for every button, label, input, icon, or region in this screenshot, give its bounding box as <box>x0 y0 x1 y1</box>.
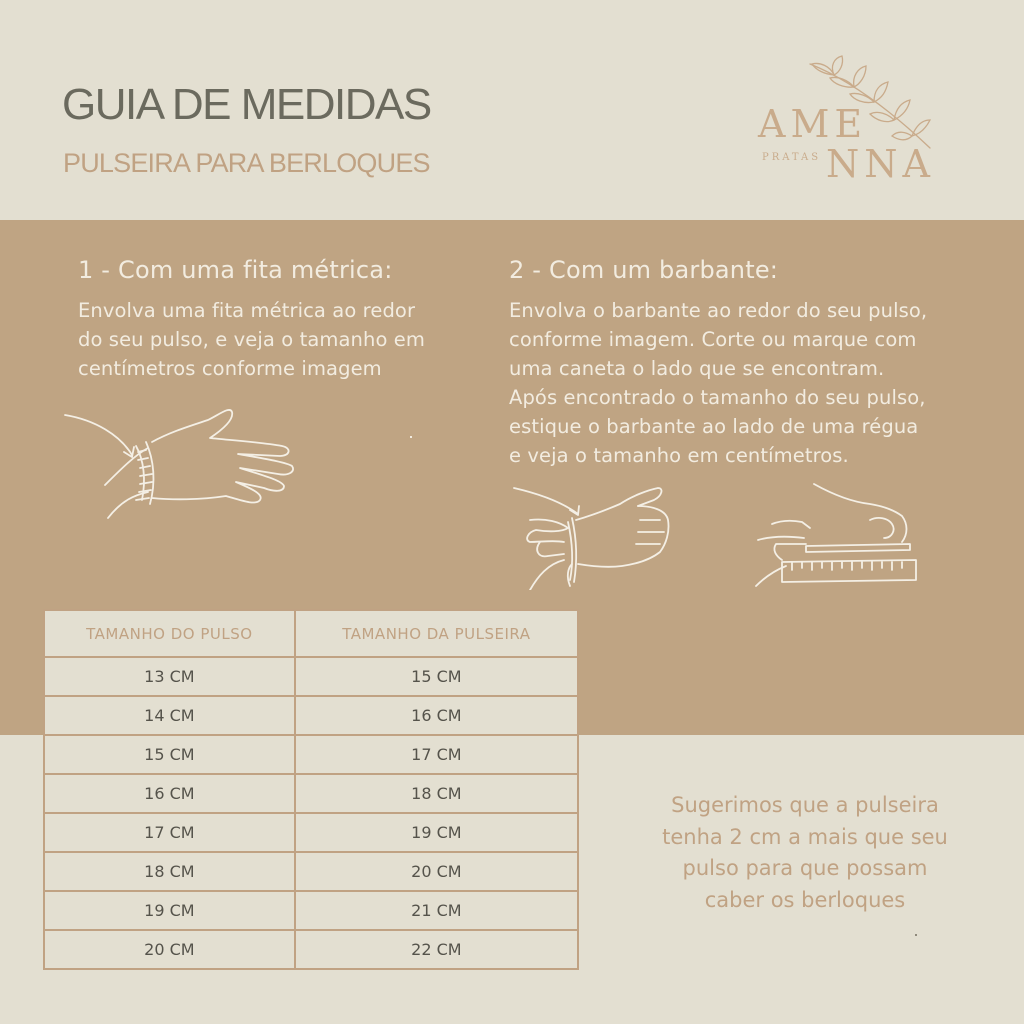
method2-heading: 2 - Com um barbante: <box>509 256 779 284</box>
table-header-row <box>44 610 578 657</box>
wrist-measuring-tape-icon <box>60 400 300 525</box>
column-header-wrist: TAMANHO DO PULSO <box>44 610 295 657</box>
table-row <box>44 930 578 969</box>
wrist-string-icon <box>510 480 680 590</box>
table-row <box>44 774 578 813</box>
decorative-dot <box>915 934 917 936</box>
table-row <box>44 813 578 852</box>
table-row <box>44 657 578 696</box>
logo-word-top: AME <box>758 102 868 146</box>
bracelet-size-cell: 16 CM <box>295 696 578 735</box>
size-table <box>43 609 579 970</box>
wrist-size-cell: 16 CM <box>44 774 295 813</box>
bracelet-size-cell: 20 CM <box>295 852 578 891</box>
bracelet-size-cell: 17 CM <box>295 735 578 774</box>
logo-tagline: PRATAS <box>762 152 822 163</box>
bracelet-size-cell: 21 CM <box>295 891 578 930</box>
bracelet-size-cell: 22 CM <box>295 930 578 969</box>
suggestion-note: Sugerimos que a pulseira tenha 2 cm a mais que seu pulso para que possam caber os berloques <box>662 793 948 912</box>
table-row <box>44 891 578 930</box>
table-row <box>44 696 578 735</box>
wrist-size-cell: 13 CM <box>44 657 295 696</box>
wrist-size-cell: 20 CM <box>44 930 295 969</box>
bracelet-size-cell: 15 CM <box>295 657 578 696</box>
wrist-size-cell: 17 CM <box>44 813 295 852</box>
table-row <box>44 852 578 891</box>
page-subtitle: PULSEIRA PARA BERLOQUES <box>63 148 430 178</box>
page-title: GUIA DE MEDIDAS <box>62 80 431 129</box>
brand-logo <box>750 50 950 190</box>
wrist-size-cell: 19 CM <box>44 891 295 930</box>
bracelet-size-cell: 18 CM <box>295 774 578 813</box>
string-ruler-icon <box>752 480 927 590</box>
method2-text: Envolva o barbante ao redor do seu pulso, conforme imagem. Corte ou marque com uma caneta o lado que se encontram. Após encontrado o tamanho do seu pulso, estique o barbante ao lado de uma régua e veja o tamanho em centímetros. <box>509 299 928 467</box>
decorative-dot <box>410 436 412 438</box>
logo-word-bottom: NNA <box>826 142 935 186</box>
column-header-bracelet: TAMANHO DA PULSEIRA <box>295 610 578 657</box>
table-row <box>44 735 578 774</box>
wrist-size-cell: 18 CM <box>44 852 295 891</box>
method1-heading: 1 - Com uma fita métrica: <box>78 256 393 284</box>
bracelet-size-cell: 19 CM <box>295 813 578 852</box>
method1-text: Envolva uma fita métrica ao redor do seu pulso, e veja o tamanho em centímetros conforme imagem <box>78 299 425 380</box>
wrist-size-cell: 14 CM <box>44 696 295 735</box>
wrist-size-cell: 15 CM <box>44 735 295 774</box>
